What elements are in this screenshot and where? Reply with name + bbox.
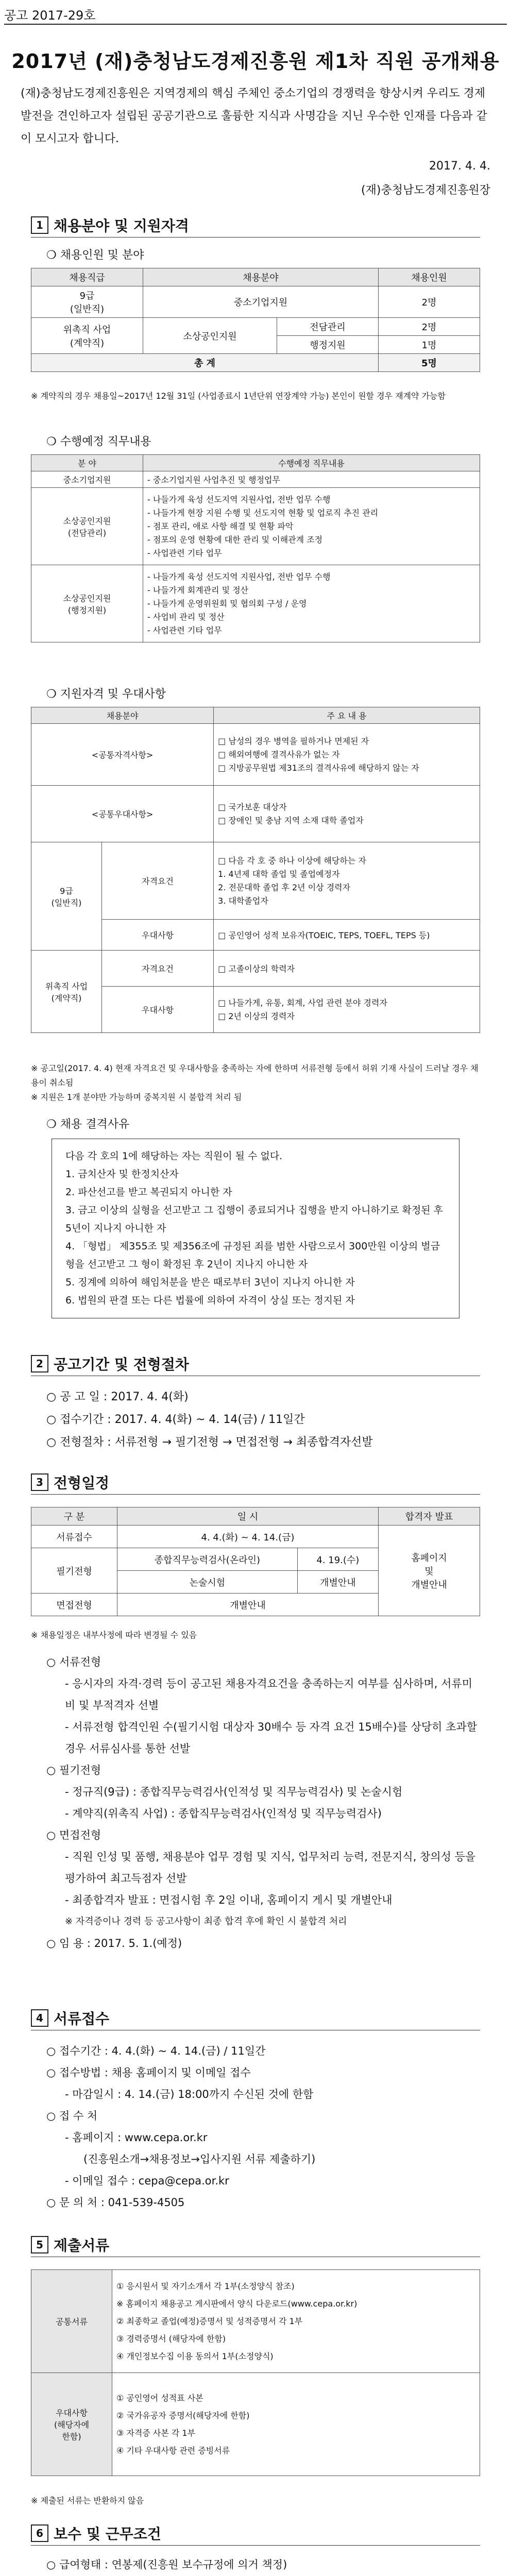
list-item: ○ 필기전형 (46, 1764, 101, 1776)
page-title: 2017년 (재)충청남도경제진흥원 제1차 직원 공개채용 (11, 50, 500, 73)
docs-note: ※ 제출된 서류는 반환하지 않음 (31, 2496, 144, 2505)
section-4-header (31, 2009, 480, 2027)
table-cell: □ 고졸이상의 학력자 (214, 951, 480, 987)
list-item: ○ 접 수 처 (46, 2110, 98, 2122)
table-cell: 전담관리 (277, 318, 379, 336)
table-cell: 소상공인지원 (전담관리) (31, 488, 143, 565)
list-item: ○ 접수방법 : 채용 홈페이지 및 이메일 접수 (46, 2066, 251, 2079)
section-number-box: 6 (31, 2524, 48, 2542)
list-item: ※ 자격증이나 경력 등 공고사항이 최종 합격 후에 확인 시 불합격 처리 (65, 1916, 347, 1927)
qual-table (31, 707, 480, 1033)
table-cell: 2명 (379, 318, 480, 336)
docs-table (31, 2269, 480, 2476)
table-header: 채용인원 (379, 268, 480, 286)
table-cell: 홈페이지 및 개별안내 (379, 1526, 480, 1616)
table-cell: 논술시험 (117, 1571, 298, 1594)
pay-list (46, 2554, 480, 2576)
list-item: ○ 서류전형 (46, 1656, 101, 1668)
section-divider (31, 2545, 480, 2546)
duty-heading: ❍ 수행예정 직무내용 (46, 435, 151, 448)
disqual-heading: ❍ 채용 결격사유 (46, 1118, 130, 1131)
table-cell: 9급 (일반직) (31, 842, 102, 951)
table-cell: 소상공인지원 (143, 318, 277, 354)
table-cell: 4. 19.(수) (297, 1548, 378, 1571)
table-cell: 자격요건 (102, 951, 214, 987)
table-header: 채용분야 (31, 707, 214, 724)
table-cell: □ 나들가게, 유통, 회계, 사업 관련 분야 경력자 □ 2년 이상의 경력자 (214, 987, 480, 1033)
recruit-note: ※ 계약직의 경우 채용일~2017년 12월 31일 (사업종료시 1년단위 연장계약 가능) 본인이 원할 경우 재계약 가능함 (31, 391, 446, 401)
table-cell: 우대사항 (102, 920, 214, 951)
header-divider (4, 24, 507, 25)
table-header: 채용직급 (31, 268, 143, 286)
table-header: 수행예정 직무내용 (143, 455, 480, 471)
section-title: 서류접수 (54, 2010, 110, 2027)
table-cell: 소상공인지원 (행정지원) (31, 565, 143, 642)
disqual-box: 다음 각 호의 1에 해당하는 자는 직원이 될 수 없다. 1. 금치산자 및 한정치산자 2. 파산선고를 받고 복권되지 아니한 자 3. 금고 이상의 실형을 선고받고 그 집행이 종료되거나 집행을 받지 아니하기로 확정된 후 5년이 지나지 아니한 자 4. 「형법」 제355조 및 제356조에 규정된 죄를 범한 사람으로서 300만원 이상의 벌금형을 선고받고 그 형이 확정된 후 2년이 지나지 아니한 자 5. 징계에 의하여 해임처분을 받은 때로부터 3년이 지나지 아니한 자 6. 법원의 판결 또는 다른 법률에 의하여 자격이 상실 또는 정지된 자 (52, 1139, 459, 1318)
table-header: 공통서류 (31, 2270, 112, 2373)
table-cell: 중소기업지원 (31, 471, 143, 488)
table-header: 일 시 (117, 1507, 379, 1526)
section-title: 보수 및 근무조건 (54, 2526, 161, 2543)
table-cell: 우대사항 (102, 987, 214, 1033)
table-total-value: 5명 (379, 354, 480, 372)
table-header: 구 분 (31, 1507, 117, 1526)
section-title: 전형일정 (54, 1475, 110, 1492)
table-total-label: 총 계 (31, 354, 379, 372)
qual-note: ※ 공고일(2017. 4. 4) 현재 자격요건 및 우대사항을 충족하는 자에 한하며 서류전형 등에서 허위 기재 사실이 드러날 경우 채용이 취소됨 ※ 지원은 1개 분야만 가능하며 중복지원 시 불합격 처리 됨 (31, 1063, 479, 1102)
table-cell: 1명 (379, 336, 480, 354)
table-cell: <공통자격사항> (31, 724, 214, 786)
section-number-box: 5 (31, 2236, 48, 2253)
list-item: ○ 면접전형 (46, 1829, 101, 1841)
section-title: 채용분야 및 지원자격 (54, 217, 189, 234)
table-cell: □ 다음 각 호 중 하나 이상에 해당하는 자 1. 4년제 대학 졸업 및 졸업예정자 2. 전문대학 졸업 후 2년 이상 경력자 3. 대학졸업자 (214, 842, 480, 920)
duty-table (31, 454, 480, 642)
list-item: - 최종합격자 발표 : 면접시험 후 2일 이내, 홈페이지 게시 및 개별안내 (65, 1894, 393, 1906)
list-item: ○ 접수기간 : 4. 4.(화) ~ 4. 14.(금) / 11일간 (46, 2045, 266, 2057)
table-cell: - 나들가게 육성 선도지역 지원사업, 전반 업무 수행 - 나들가게 회계관리 및 정산 - 나들가게 운영위원회 및 협의회 구성 / 운영 - 사업비 관리 및 정산 - 사업관련 기타 업무 (143, 565, 480, 642)
section-number-box: 1 (31, 216, 48, 234)
notice-date: 2017. 4. 4. (429, 160, 490, 173)
list-item: - 정규직(9급) : 종합직무능력검사(인적성 및 직무능력검사) 및 논술시험 (65, 1786, 403, 1798)
list-item: - 마감일시 : 4. 14.(금) 18:00까지 수신된 것에 한함 (65, 2088, 314, 2100)
list-item: - 서류전형 합격인원 수(필기시험 대상자 30배수 등 자격 요건 15배수)를 상당히 초과할 경우 서류심사를 통한 선발 (65, 1721, 477, 1755)
list-item: ○ 임 용 : 2017. 5. 1.(예정) (46, 1937, 182, 1950)
section-6-header (31, 2524, 480, 2542)
table-cell: - 나들가게 육성 선도지역 지원사업, 전반 업무 수행 - 나들가게 현장 지원 수행 및 선도지역 현황 및 업로직 추진 관리 - 점포 관리, 애로 사항 해결 및 현황 파악 - 점포의 운영 현황에 대한 관리 및 이해관계 조정 - 사업관련 기타 업무 (143, 488, 480, 565)
list-item: ○ 접수기간 : 2017. 4. 4(화) ~ 4. 14(금) / 11일간 (46, 1413, 305, 1426)
intro-paragraph: (재)충청남도경제진흥원은 지역경제의 핵심 주체인 중소기업의 경쟁력을 향상시켜 우리도 경제발전을 견인하고자 설립된 공공기관으로 훌륭한 지식과 사명감을 지닌 우수한 인재를 다음과 같이 모시고자 합니다. (21, 87, 487, 145)
table-cell: □ 남성의 경우 병역을 필하거나 면제된 자 □ 해외여행에 결격사유가 없는 자 □ 지방공무원법 제31조의 결격사유에 해당하지 않는 자 (214, 724, 480, 786)
section-2-header (31, 1355, 480, 1372)
period-list (46, 1386, 480, 1454)
section-1-header (31, 216, 480, 234)
table-cell: 면접전형 (31, 1594, 117, 1616)
table-cell: 자격요건 (102, 842, 214, 920)
list-item: (진흥원소개→채용정보→입사지원 서류 제출하기) (83, 2153, 316, 2165)
section-number-box: 4 (31, 2009, 48, 2027)
table-cell: □ 국가보훈 대상자 □ 장애인 및 충남 지역 소재 대학 졸업자 (214, 786, 480, 842)
notice-number: 공고 2017-29호 (4, 8, 96, 23)
table-cell: 9급 (일반직) (31, 286, 143, 318)
list-item: - 응시자의 자격·경력 등이 공고된 채용자격요건을 충족하는지 여부를 심사하며, 서류미비 및 부적격자 선별 (65, 1677, 473, 1711)
table-cell: - 중소기업지원 사업추진 및 행정업무 (143, 471, 480, 488)
table-cell: 종합직무능력검사(온라인) (117, 1548, 298, 1571)
table-header: 합격자 발표 (379, 1507, 480, 1526)
section-title: 공고기간 및 전형절차 (54, 1356, 189, 1373)
table-header: 우대사항 (해당자에 한함) (31, 2373, 112, 2476)
email-link[interactable]: - 이메일 접수 : cepa@cepa.or.kr (65, 2175, 229, 2187)
homepage-link[interactable]: - 홈페이지 : www.cepa.or.kr (65, 2131, 208, 2144)
table-cell: 개별안내 (117, 1594, 379, 1616)
table-header: 주 요 내 용 (214, 707, 480, 724)
table-cell: 4. 4.(화) ~ 4. 14.(금) (117, 1526, 379, 1548)
schedule-details (46, 1651, 480, 1954)
recruit-table (31, 268, 480, 372)
list-item: ○ 공 고 일 : 2017. 4. 4(화) (46, 1391, 189, 1403)
list-item: ○ 문 의 처 : 041-539-4505 (46, 2196, 185, 2209)
table-cell: □ 공인영어 성적 보유자(TOEIC, TEPS, TOEFL, TEPS 등) (214, 920, 480, 951)
section-3-header (31, 1473, 480, 1491)
recruit-heading: ❍ 채용인원 및 분야 (46, 249, 144, 262)
table-cell: 필기전형 (31, 1548, 117, 1594)
section-title: 제출서류 (54, 2237, 110, 2254)
table-cell: 위촉직 사업 (계약직) (31, 318, 143, 354)
section-divider (31, 237, 480, 238)
qual-heading: ❍ 지원자격 및 우대사항 (46, 688, 166, 701)
table-cell: 개별안내 (297, 1571, 378, 1594)
table-cell: 서류접수 (31, 1526, 117, 1548)
table-cell: ① 응시원서 및 자기소개서 각 1부(소정양식 참조) ※ 홈페이지 채용공고 게시판에서 양식 다운로드(www.cepa.or.kr) ② 최종학교 졸업(예정)증명서 및 성적증명서 각 1부 ③ 경력증명서 (해당자에 한함) ④ 개인정보수집 이용 동의서 1부(소정양식) (112, 2270, 480, 2373)
schedule-table (31, 1507, 480, 1616)
section-divider (31, 1494, 480, 1495)
list-item: ○ 급여형태 : 연봉제(진흥원 보수규정에 의거 책정) (46, 2558, 287, 2571)
list-item: - 계약직(위촉직 사업) : 종합직무능력검사(인적성 및 직무능력검사) (65, 1807, 382, 1820)
submit-list (46, 2040, 480, 2213)
list-item: ○ 전형절차 : 서류전형 → 필기전형 → 면접전형 → 최종합격자선발 (46, 1436, 373, 1449)
table-cell: ① 공인영어 성적표 사본 ② 국가유공자 증명서(해당자에 한함) ③ 자격증 사본 각 1부 ④ 기타 우대사항 관련 증빙서류 (112, 2373, 480, 2476)
list-item: - 직원 인성 및 품행, 채용분야 업무 경험 및 지식, 업무처리 능력, 전문지식, 창의성 등을 평가하여 최고득점자 선발 (65, 1851, 476, 1885)
table-cell: 중소기업지원 (143, 286, 379, 318)
section-number-box: 3 (31, 1473, 48, 1491)
table-cell: 위촉직 사업 (계약직) (31, 951, 102, 1033)
issuing-organization: (재)충청남도경제진흥원장 (361, 184, 490, 197)
section-number-box: 2 (31, 1355, 48, 1372)
schedule-note: ※ 채용일정은 내부사정에 따라 변경될 수 있음 (31, 1630, 197, 1640)
table-cell: 2명 (379, 286, 480, 318)
table-cell: 행정지원 (277, 336, 379, 354)
table-header: 채용분야 (143, 268, 379, 286)
table-header: 분 야 (31, 455, 143, 471)
table-cell: <공통우대사항> (31, 786, 214, 842)
section-5-header (31, 2236, 480, 2253)
